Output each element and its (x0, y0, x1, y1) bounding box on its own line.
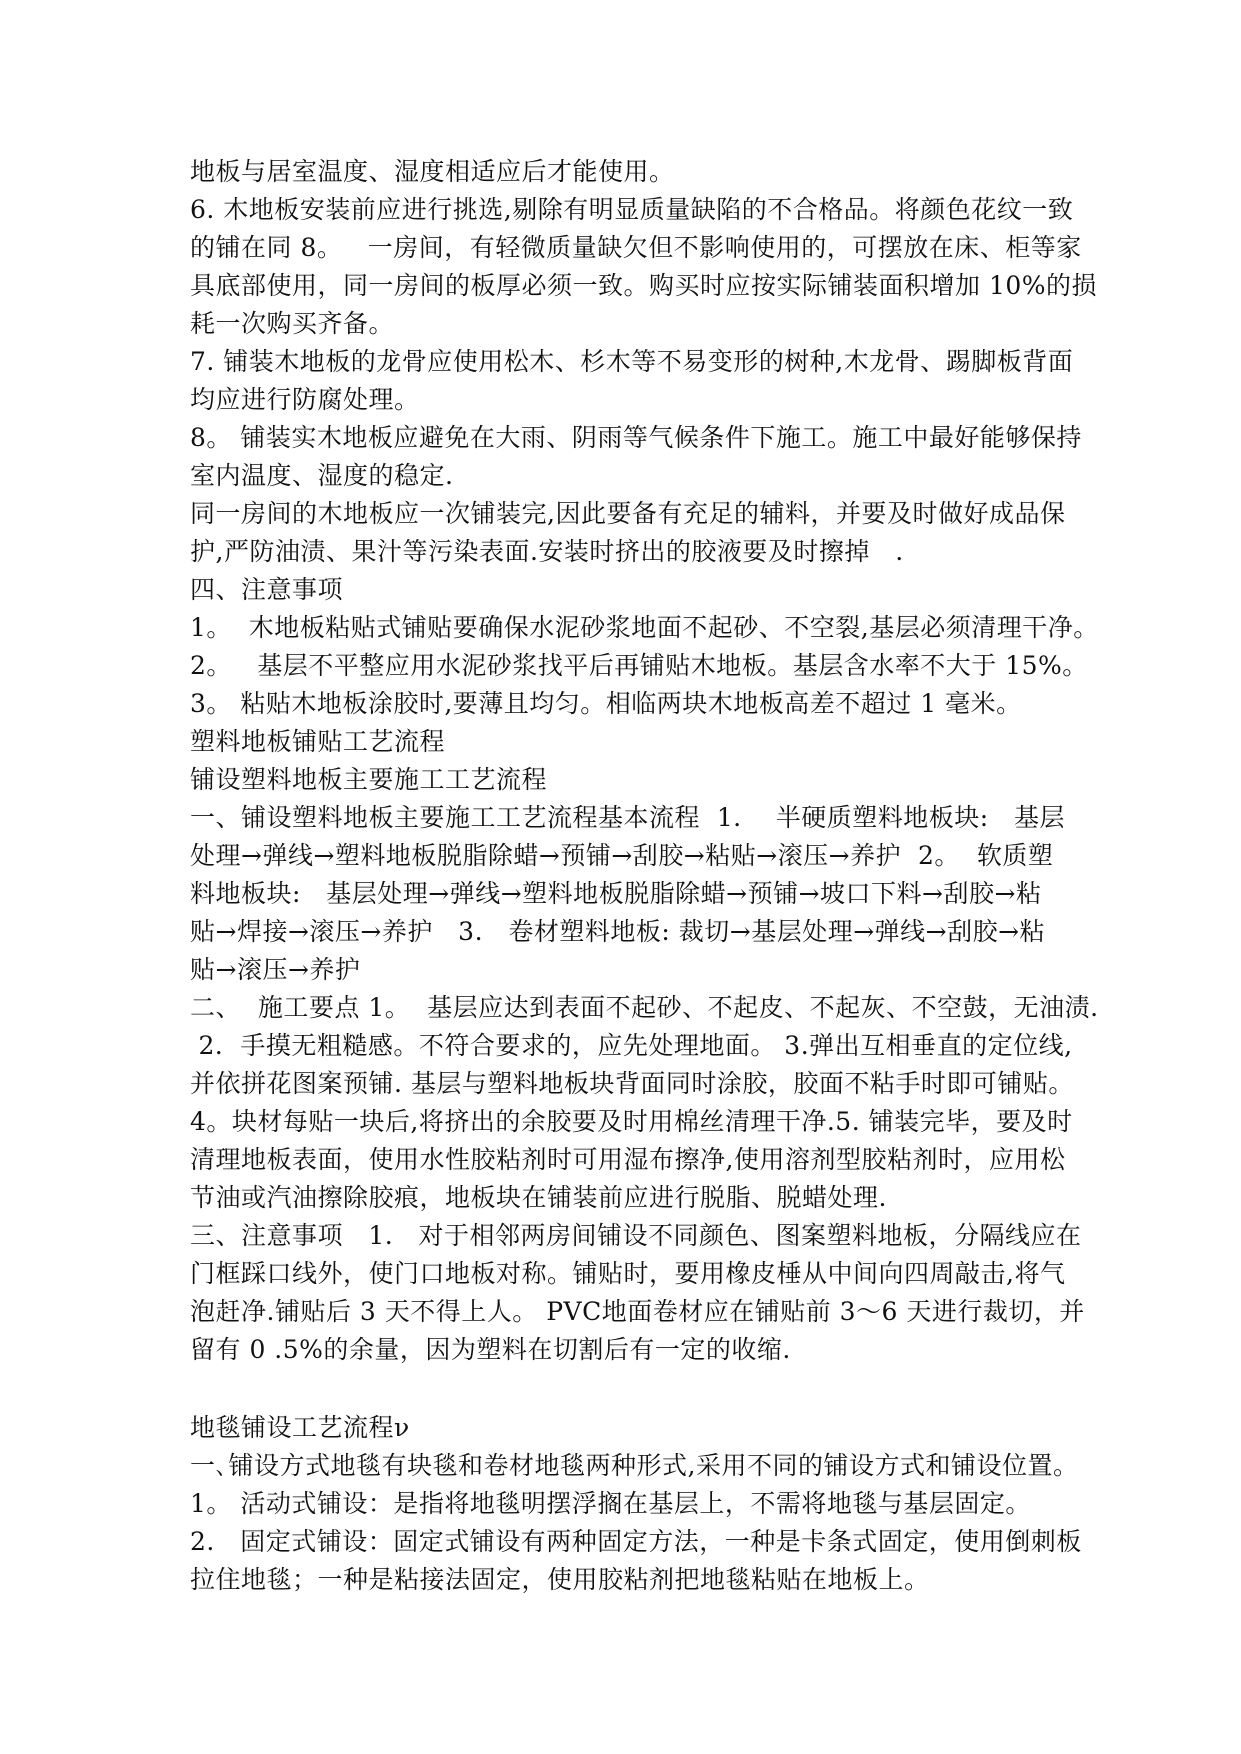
section-heading: 地毯铺设工艺流程ν (190, 1413, 410, 1442)
text-line: 泡赶净.铺贴后 3 天不得上人。 PVC地面卷材应在铺贴前 3～6 天进行裁切，并 (190, 1297, 1085, 1326)
text-line: 的铺在同 8。 一房间，有轻微质量缺欠但不影响使用的，可摆放在床、柜等家 (190, 233, 1082, 262)
text-line: 留有 0 .5%的余量，因为塑料在切割后有一定的收缩. (190, 1335, 791, 1364)
text-line: 耗一次购买齐备。 (190, 309, 395, 338)
text-line: 4。块材每贴一块后,将挤出的余胶要及时用棉丝清理干净.5. 铺装完毕，要及时 (190, 1107, 1073, 1136)
text-line: 2. 固定式铺设：固定式铺设有两种固定方法，一种是卡条式固定，使用倒刺板 (190, 1527, 1082, 1556)
text-line: 拉住地毯；一种是粘接法固定，使用胶粘剂把地毯粘贴在地板上。 (190, 1565, 930, 1594)
section-heading: 塑料地板铺贴工艺流程 (190, 727, 446, 756)
text-line: 护,严防油渍、果汁等污染表面.安装时挤出的胶液要及时擦掉 . (190, 537, 904, 566)
text-line: 3。 粘贴木地板涂胶时,要薄且均匀。相临两块木地板高差不超过 1 毫米。 (190, 689, 1022, 718)
text-line: 8。 铺装实木地板应避免在大雨、阴雨等气候条件下施工。施工中最好能够保持 (190, 423, 1082, 452)
text-line: 一、铺设塑料地板主要施工工艺流程基本流程 1． 半硬质塑料地板块: 基层 (190, 803, 1065, 832)
section-heading: 四、注意事项 (190, 575, 344, 604)
text-line: 7. 铺装木地板的龙骨应使用松木、杉木等不易变形的树种,木龙骨、踢脚板背面 (190, 347, 1074, 376)
text-line: 三、注意事项 1. 对于相邻两房间铺设不同颜色、图案塑料地板，分隔线应在 (190, 1221, 1082, 1250)
text-line: 贴→焊接→滚压→养护 3. 卷材塑料地板: 裁切→基层处理→弹线→刮胶→粘 (190, 917, 1046, 946)
text-line: 料地板块: 基层处理→弹线→塑料地板脱脂除蜡→预铺→坡口下料→刮胶→粘 (190, 879, 1042, 908)
text-line: 贴→滚压→养护 (190, 955, 361, 984)
text-line: 1。 活动式铺设：是指将地毯明摆浮搁在基层上，不需将地毯与基层固定。 (190, 1489, 1031, 1518)
text-line: 清理地板表面，使用水性胶粘剂时可用湿布擦净,使用溶剂型胶粘剂时，应用松 (190, 1145, 1066, 1174)
text-line: 6. 木地板安装前应进行挑选,剔除有明显质量缺陷的不合格品。将颜色花纹一致 (190, 195, 1074, 224)
text-line: 节油或汽油擦除胶痕，地板块在铺装前应进行脱脂、脱蜡处理. (190, 1183, 887, 1212)
text-line: 室内温度、湿度的稳定. (190, 461, 454, 490)
text-line: 一､铺设方式地毯有块毯和卷材地毯两种形式,采用不同的铺设方式和铺设位置。 (190, 1451, 1079, 1480)
text-line: 1。 木地板粘贴式铺贴要确保水泥砂浆地面不起砂、不空裂,基层必须清理干净。 (190, 613, 1099, 642)
text-line: 同一房间的木地板应一次铺装完,因此要备有充足的辅料，并要及时做好成品保 (190, 499, 1066, 528)
text-line: 二、 施工要点 1。 基层应达到表面不起砂、不起皮、不起灰、不空鼓，无油渍. (190, 993, 1099, 1022)
section-heading: 铺设塑料地板主要施工工艺流程 (190, 765, 548, 794)
text-line: 地板与居室温度、湿度相适应后才能使用。 (190, 157, 675, 186)
text-line: 具底部使用，同一房间的板厚必须一致。购买时应按实际铺装面积增加 10%的损 (190, 271, 1098, 300)
text-line: 并依拼花图案预铺. 基层与塑料地板块背面同时涂胶，胶面不粘手时即可铺贴。 (190, 1069, 1074, 1098)
text-line: 2．手摸无粗糙感。不符合要求的，应先处理地面。 3.弹出互相垂直的定位线, (190, 1031, 1073, 1060)
text-line: 均应进行防腐处理。 (190, 385, 420, 414)
text-line: 处理→弹线→塑料地板脱脂除蜡→预铺→刮胶→粘贴→滚压→养护 2。 软质塑 (190, 841, 1054, 870)
text-line: 门框踩口线外，使门口地板对称。铺贴时，要用橡皮棰从中间向四周敲击,将气 (190, 1259, 1066, 1288)
text-line: 2。 基层不平整应用水泥砂浆找平后再铺贴木地板。基层含水率不大于 15%。 (190, 651, 1088, 680)
